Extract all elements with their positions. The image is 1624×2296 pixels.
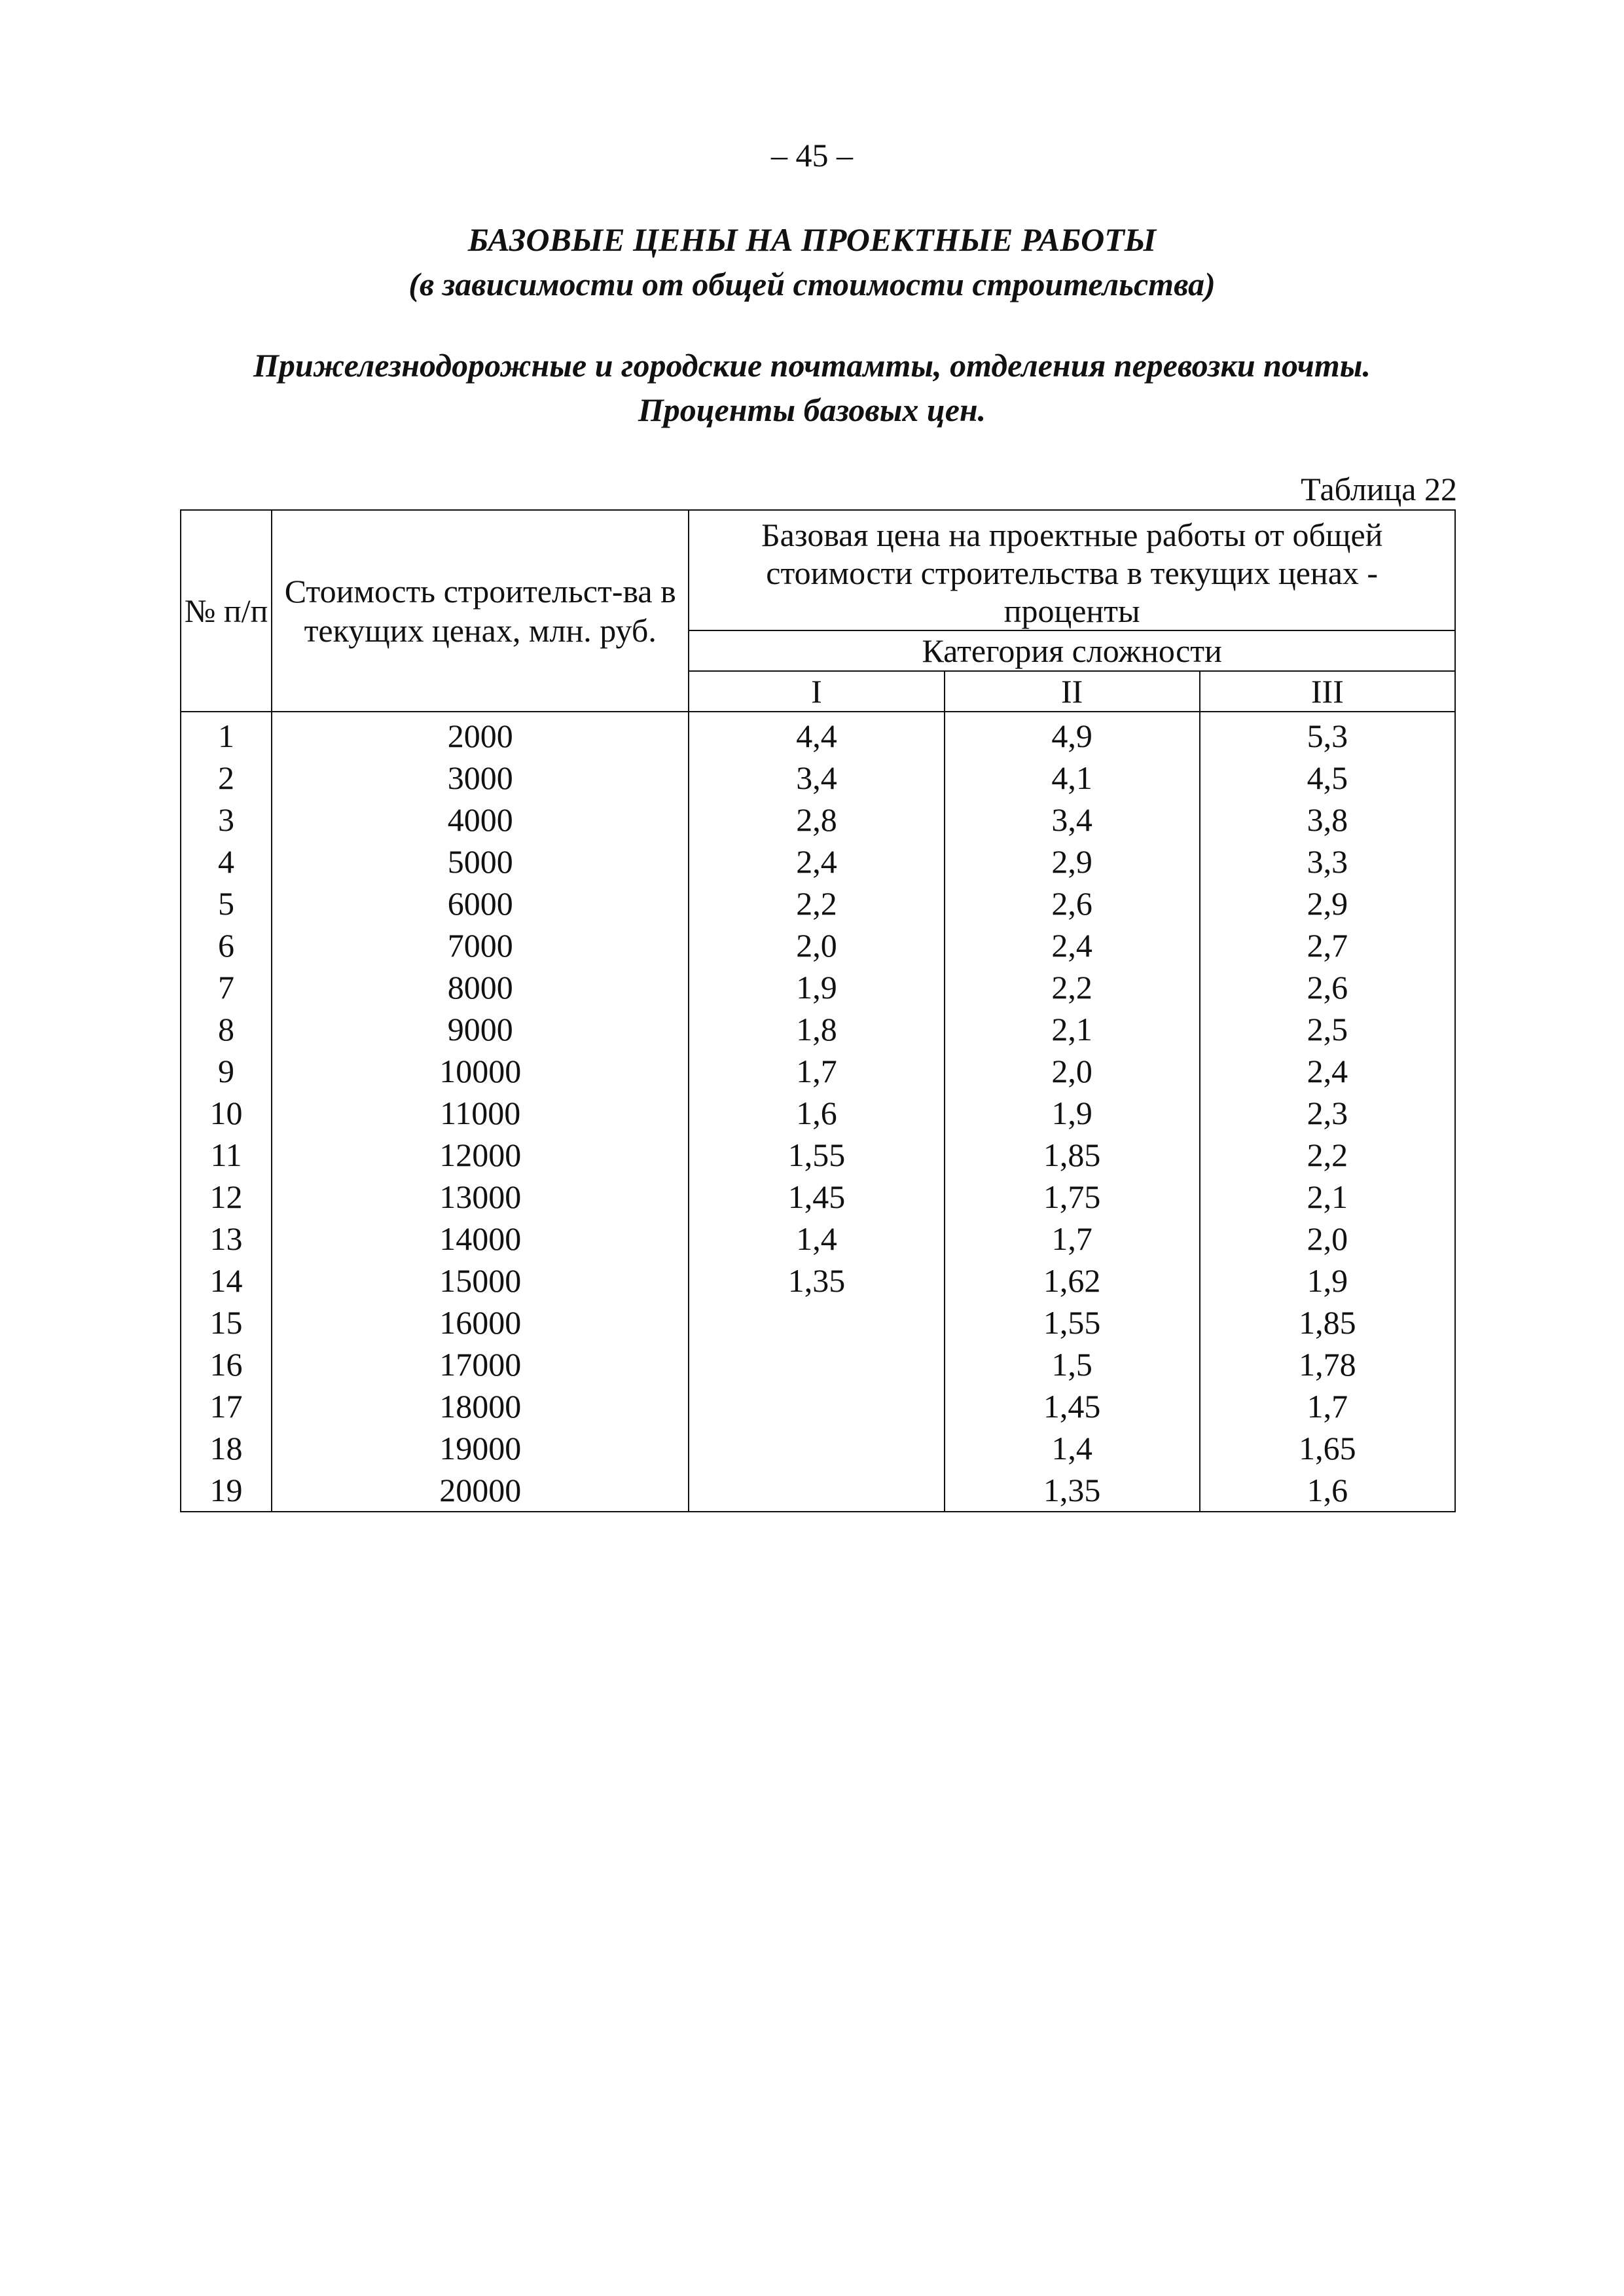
- cell-construction-cost: 6000: [272, 883, 689, 924]
- cell-construction-cost: 15000: [272, 1260, 689, 1302]
- cell-category-3: 1,78: [1200, 1343, 1455, 1385]
- cell-category-3: 2,1: [1200, 1176, 1455, 1218]
- cell-category-2: 1,55: [945, 1302, 1200, 1343]
- cell-category-1: [689, 1302, 944, 1343]
- header-row-number: № п/п: [181, 510, 272, 712]
- cell-construction-cost: 8000: [272, 966, 689, 1008]
- table-row: [181, 1343, 1455, 1385]
- cell-row-number: 10: [181, 1092, 272, 1134]
- document-title: БАЗОВЫЕ ЦЕНЫ НА ПРОЕКТНЫЕ РАБОТЫ: [467, 221, 1157, 258]
- cell-category-2: 4,1: [945, 757, 1200, 799]
- cell-construction-cost: 5000: [272, 841, 689, 883]
- cell-category-1: 1,35: [689, 1260, 944, 1302]
- cell-category-3: 1,6: [1200, 1469, 1455, 1512]
- cell-category-3: 1,85: [1200, 1302, 1455, 1343]
- cell-category-3: 3,3: [1200, 841, 1455, 883]
- cell-category-1: 1,55: [689, 1134, 944, 1176]
- cell-construction-cost: 12000: [272, 1134, 689, 1176]
- section-title-line2: Проценты базовых цен.: [638, 392, 986, 428]
- cell-row-number: 12: [181, 1176, 272, 1218]
- cell-construction-cost: 20000: [272, 1469, 689, 1512]
- cell-row-number: 13: [181, 1218, 272, 1260]
- cell-category-1: 1,7: [689, 1050, 944, 1092]
- cell-category-1: 1,9: [689, 966, 944, 1008]
- cell-category-3: 1,7: [1200, 1385, 1455, 1427]
- table-row: [181, 883, 1455, 924]
- cell-category-3: 2,3: [1200, 1092, 1455, 1134]
- cell-row-number: 8: [181, 1008, 272, 1050]
- cell-construction-cost: 17000: [272, 1343, 689, 1385]
- cell-row-number: 2: [181, 757, 272, 799]
- cell-category-2: 4,9: [945, 712, 1200, 757]
- cell-row-number: 3: [181, 799, 272, 841]
- cell-construction-cost: 13000: [272, 1176, 689, 1218]
- table-row: [181, 1008, 1455, 1050]
- table-row: [181, 1260, 1455, 1302]
- cell-row-number: 4: [181, 841, 272, 883]
- cell-row-number: 15: [181, 1302, 272, 1343]
- cell-construction-cost: 10000: [272, 1050, 689, 1092]
- cell-row-number: 1: [181, 712, 272, 757]
- cell-row-number: 9: [181, 1050, 272, 1092]
- table-row: [181, 966, 1455, 1008]
- cell-category-1: 2,0: [689, 924, 944, 966]
- cell-row-number: 6: [181, 924, 272, 966]
- cell-construction-cost: 9000: [272, 1008, 689, 1050]
- cell-category-2: 1,9: [945, 1092, 1200, 1134]
- cell-category-3: 1,65: [1200, 1427, 1455, 1469]
- price-table-body: [181, 712, 1455, 1512]
- table-label: Таблица 22: [1301, 471, 1457, 507]
- cell-row-number: 11: [181, 1134, 272, 1176]
- price-table-header: [181, 510, 1455, 712]
- table-row: [181, 1385, 1455, 1427]
- cell-category-3: 1,9: [1200, 1260, 1455, 1302]
- cell-category-2: 3,4: [945, 799, 1200, 841]
- page-number: – 45 –: [771, 137, 853, 173]
- table-row: [181, 1218, 1455, 1260]
- cell-row-number: 18: [181, 1427, 272, 1469]
- cell-category-1: 1,8: [689, 1008, 944, 1050]
- cell-category-2: 1,5: [945, 1343, 1200, 1385]
- cell-category-2: 1,62: [945, 1260, 1200, 1302]
- cell-row-number: 5: [181, 883, 272, 924]
- cell-category-2: 2,9: [945, 841, 1200, 883]
- cell-category-3: 2,4: [1200, 1050, 1455, 1092]
- cell-row-number: 16: [181, 1343, 272, 1385]
- cell-category-1: 1,6: [689, 1092, 944, 1134]
- cell-row-number: 14: [181, 1260, 272, 1302]
- cell-category-3: 4,5: [1200, 757, 1455, 799]
- cell-category-1: [689, 1427, 944, 1469]
- cell-category-1: 1,4: [689, 1218, 944, 1260]
- cell-category-1: 2,4: [689, 841, 944, 883]
- cell-category-2: 1,7: [945, 1218, 1200, 1260]
- cell-construction-cost: 19000: [272, 1427, 689, 1469]
- cell-category-2: 2,1: [945, 1008, 1200, 1050]
- cell-construction-cost: 2000: [272, 712, 689, 757]
- cell-category-1: 3,4: [689, 757, 944, 799]
- table-row: [181, 799, 1455, 841]
- cell-category-2: 2,6: [945, 883, 1200, 924]
- cell-construction-cost: 3000: [272, 757, 689, 799]
- cell-category-1: 1,45: [689, 1176, 944, 1218]
- cell-category-3: 2,0: [1200, 1218, 1455, 1260]
- cell-category-1: 4,4: [689, 712, 944, 757]
- table-row: [181, 1050, 1455, 1092]
- cell-category-2: 1,35: [945, 1469, 1200, 1512]
- table-row: [181, 1176, 1455, 1218]
- cell-category-1: [689, 1469, 944, 1512]
- cell-row-number: 7: [181, 966, 272, 1008]
- header-base-price: Базовая цена на проектные работы от общей стоимости строительства в текущих ценах - проценты: [689, 510, 1455, 630]
- price-table: [180, 509, 1456, 1512]
- cell-construction-cost: 11000: [272, 1092, 689, 1134]
- header-complexity-category: Категория сложности: [689, 630, 1455, 671]
- cell-category-3: 2,7: [1200, 924, 1455, 966]
- cell-category-1: [689, 1385, 944, 1427]
- table-row: [181, 757, 1455, 799]
- cell-category-1: 2,8: [689, 799, 944, 841]
- header-category-2: II: [945, 671, 1200, 712]
- table-row: [181, 1092, 1455, 1134]
- cell-construction-cost: 7000: [272, 924, 689, 966]
- table-row: [181, 841, 1455, 883]
- section-title-line1: Прижелезнодорожные и городские почтамты, отделения перевозки почты.: [253, 347, 1371, 384]
- table-row: [181, 1134, 1455, 1176]
- table-row: [181, 1469, 1455, 1512]
- table-row: [181, 712, 1455, 757]
- cell-category-2: 1,85: [945, 1134, 1200, 1176]
- header-construction-cost: Стоимость строительст-ва в текущих ценах, млн. руб.: [272, 510, 689, 712]
- cell-category-3: 2,6: [1200, 966, 1455, 1008]
- cell-construction-cost: 16000: [272, 1302, 689, 1343]
- cell-category-3: 5,3: [1200, 712, 1455, 757]
- cell-category-2: 2,4: [945, 924, 1200, 966]
- cell-category-3: 2,5: [1200, 1008, 1455, 1050]
- cell-category-2: 1,45: [945, 1385, 1200, 1427]
- cell-category-2: 2,2: [945, 966, 1200, 1008]
- cell-category-3: 2,2: [1200, 1134, 1455, 1176]
- document-subtitle: (в зависимости от общей стоимости строительства): [408, 266, 1216, 302]
- cell-category-2: 1,4: [945, 1427, 1200, 1469]
- cell-construction-cost: 4000: [272, 799, 689, 841]
- header-category-3: III: [1200, 671, 1455, 712]
- cell-category-1: [689, 1343, 944, 1385]
- table-row: [181, 1302, 1455, 1343]
- cell-category-3: 3,8: [1200, 799, 1455, 841]
- cell-category-2: 2,0: [945, 1050, 1200, 1092]
- table-row: [181, 924, 1455, 966]
- cell-construction-cost: 14000: [272, 1218, 689, 1260]
- cell-category-3: 2,9: [1200, 883, 1455, 924]
- cell-category-2: 1,75: [945, 1176, 1200, 1218]
- cell-row-number: 19: [181, 1469, 272, 1512]
- cell-construction-cost: 18000: [272, 1385, 689, 1427]
- cell-row-number: 17: [181, 1385, 272, 1427]
- table-row: [181, 1427, 1455, 1469]
- cell-category-1: 2,2: [689, 883, 944, 924]
- header-category-1: I: [689, 671, 944, 712]
